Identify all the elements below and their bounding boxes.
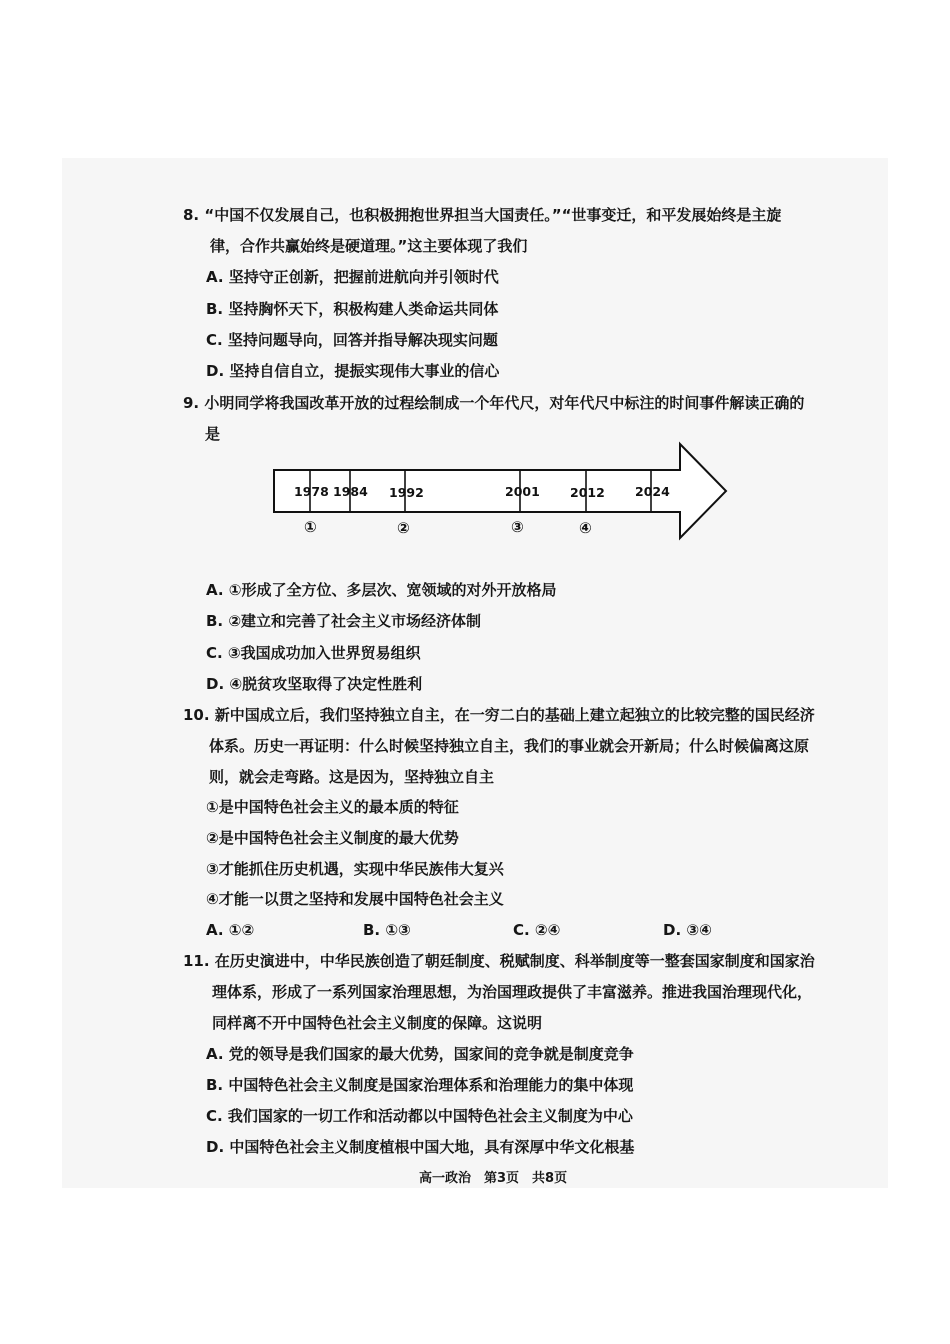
question-8-option-a: A. 坚持守正创新，把握前进航向并引领时代 bbox=[206, 268, 499, 286]
question-10-choice-d: D. ③④ bbox=[663, 921, 712, 939]
timeline-year-label: 1978 bbox=[294, 484, 329, 499]
question-8-option-d: D. 坚持自信自立，提振实现伟大事业的信心 bbox=[206, 362, 500, 380]
timeline-marker-1: ① bbox=[304, 518, 317, 536]
page-footer: 高一政治 第3页 共8页 bbox=[419, 1171, 568, 1186]
timeline-marker-3: ③ bbox=[511, 518, 524, 536]
question-10-choice-b: B. ①③ bbox=[363, 921, 411, 939]
question-10-stem-line-2: 体系。历史一再证明：什么时候坚持独立自主，我们的事业就会开新局；什么时候偏离这原 bbox=[209, 737, 810, 755]
question-11-option-d: D. 中国特色社会主义制度植根中国大地，具有深厚中华文化根基 bbox=[206, 1138, 635, 1156]
question-10-stem-line-1: 10. 新中国成立后，我们坚持独立自主，在一穷二白的基础上建立起独立的比较完整的国民经济 bbox=[183, 706, 815, 724]
question-10-stem-line-3: 则，就会走弯路。这是因为，坚持独立自主 bbox=[209, 768, 495, 786]
timeline-year-label: 2012 bbox=[570, 485, 605, 500]
question-11-option-b: B. 中国特色社会主义制度是国家治理体系和治理能力的集中体现 bbox=[206, 1076, 634, 1094]
question-9-stem-line-1: 9. 小明同学将我国改革开放的过程绘制成一个年代尺，对年代尺中标注的时间事件解读正确的 bbox=[183, 394, 805, 412]
question-9-option-a: A. ①形成了全方位、多层次、宽领域的对外开放格局 bbox=[206, 581, 557, 599]
timeline-year-label: 2024 bbox=[635, 484, 670, 499]
question-11-option-c: C. 我们国家的一切工作和活动都以中国特色社会主义制度为中心 bbox=[206, 1107, 633, 1125]
question-10-statement-2: ②是中国特色社会主义制度的最大优势 bbox=[206, 829, 459, 847]
timeline-arrow-graphic bbox=[268, 440, 734, 544]
question-11-stem-line-2: 理体系，形成了一系列国家治理思想，为治国理政提供了丰富滋养。推进我国治理现代化， bbox=[212, 983, 813, 1001]
question-8-stem-line-1: 8. “中国不仅发展自己，也积极拥抱世界担当大国责任。”“世事变迁，和平发展始终是主旋 bbox=[183, 206, 782, 224]
question-10-choice-c: C. ②④ bbox=[513, 921, 561, 939]
era-timeline-diagram bbox=[268, 440, 734, 544]
question-11-stem-line-1: 11. 在历史演进中，中华民族创造了朝廷制度、税赋制度、科举制度等一整套国家制度和国家治 bbox=[183, 952, 815, 970]
question-10-statement-3: ③才能抓住历史机遇，实现中华民族伟大复兴 bbox=[206, 860, 504, 878]
question-8-option-c: C. 坚持问题导向，回答并指导解决现实问题 bbox=[206, 331, 498, 349]
timeline-year-label: 2001 bbox=[505, 484, 540, 499]
question-10-choice-a: A. ①② bbox=[206, 921, 255, 939]
question-8-stem-line-2: 律，合作共赢始终是硬道理。”这主要体现了我们 bbox=[210, 237, 528, 255]
question-9-option-d: D. ④脱贫攻坚取得了决定性胜利 bbox=[206, 675, 423, 693]
question-9-option-c: C. ③我国成功加入世界贸易组织 bbox=[206, 644, 421, 662]
timeline-marker-2: ② bbox=[397, 519, 410, 537]
timeline-marker-4: ④ bbox=[579, 519, 592, 537]
question-8-option-b: B. 坚持胸怀天下，积极构建人类命运共同体 bbox=[206, 300, 499, 318]
question-10-statement-1: ①是中国特色社会主义的最本质的特征 bbox=[206, 798, 459, 816]
timeline-year-label: 1992 bbox=[389, 485, 424, 500]
question-11-option-a: A. 党的领导是我们国家的最大优势，国家间的竞争就是制度竞争 bbox=[206, 1045, 634, 1063]
question-9-stem-line-2: 是 bbox=[205, 425, 221, 443]
question-10-statement-4: ④才能一以贯之坚持和发展中国特色社会主义 bbox=[206, 890, 504, 908]
question-9-option-b: B. ②建立和完善了社会主义市场经济体制 bbox=[206, 612, 482, 630]
question-11-stem-line-3: 同样离不开中国特色社会主义制度的保障。这说明 bbox=[212, 1014, 543, 1032]
timeline-year-label: 1984 bbox=[333, 484, 368, 499]
